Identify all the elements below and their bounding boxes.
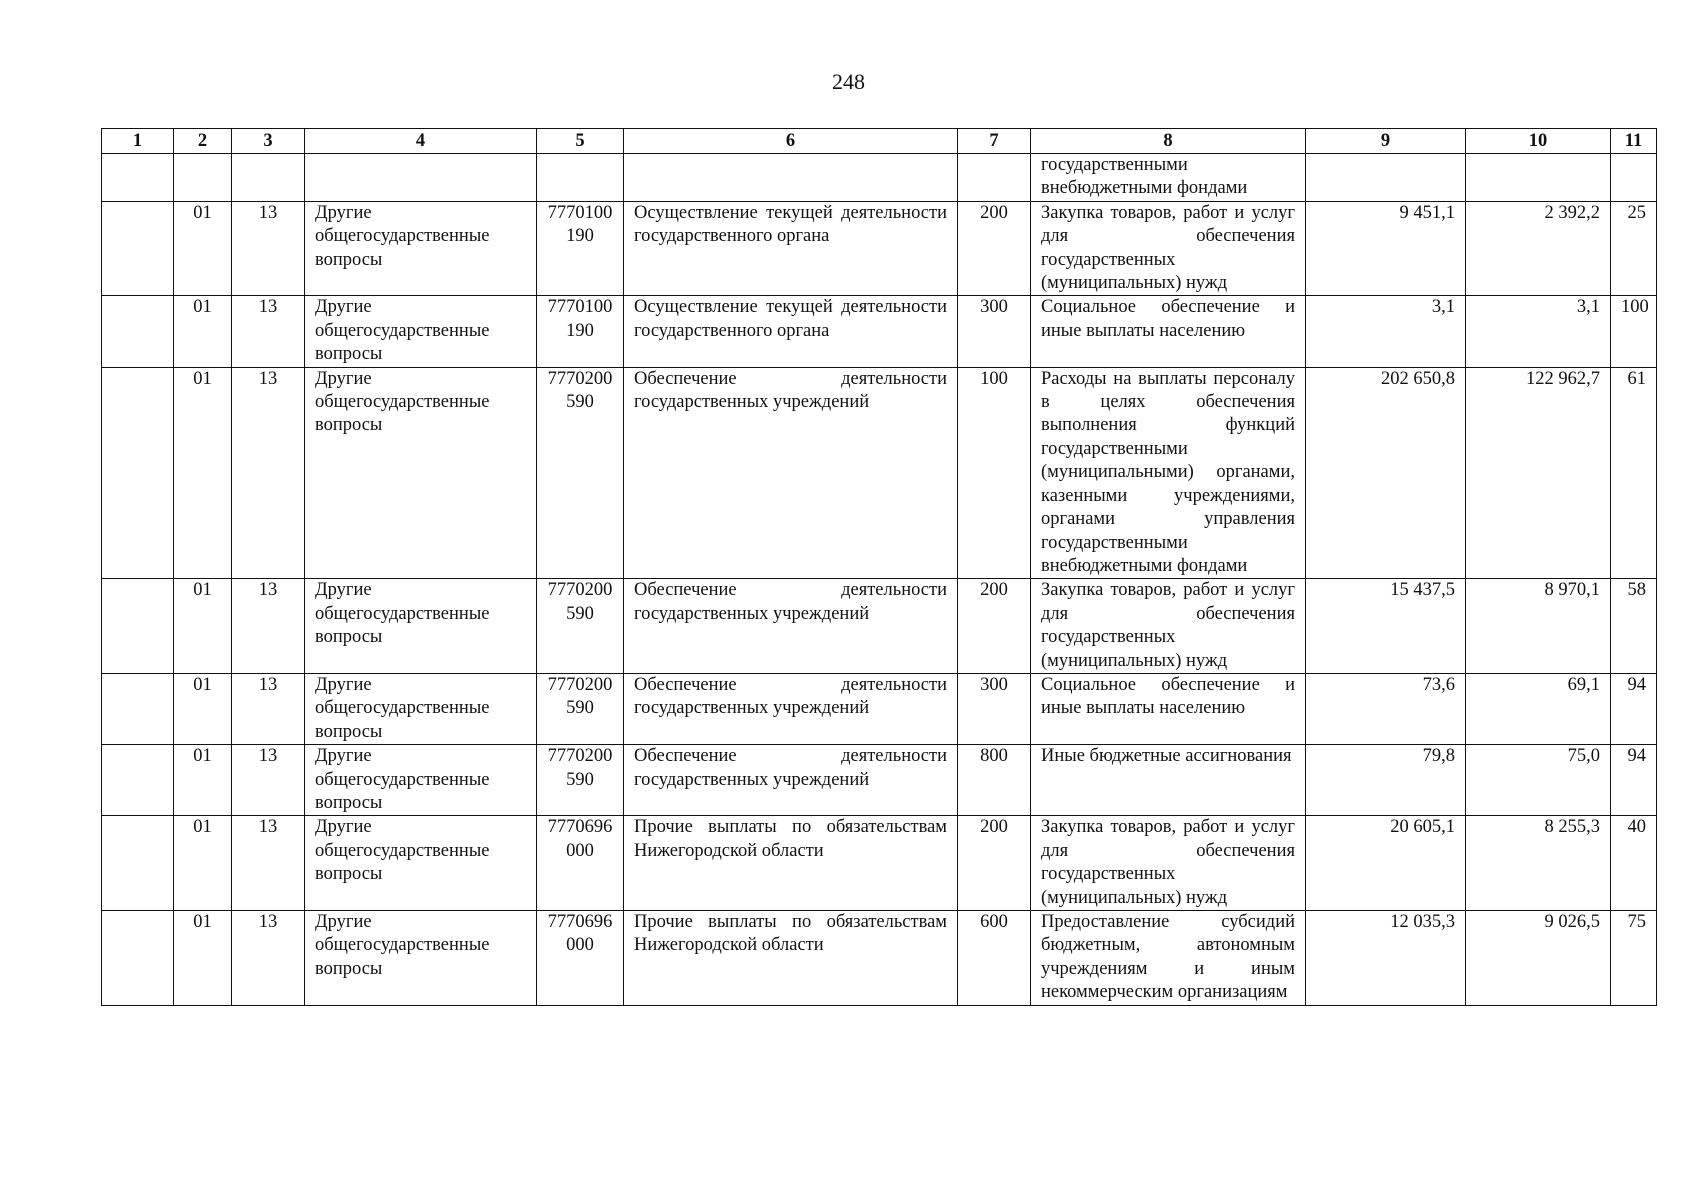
executed-amount-cell: 8 970,1 <box>1466 579 1611 674</box>
continuation-row <box>102 154 1657 202</box>
execution-percent-cell: 40 <box>1611 816 1657 911</box>
executed-amount-cell: 3,1 <box>1466 296 1611 367</box>
target-article-cell: 7770200590 <box>537 367 624 579</box>
execution-percent-cell: 75 <box>1611 911 1657 1006</box>
expense-type-code-cell: 200 <box>958 201 1031 296</box>
expense-type-cell: Закупка товаров, работ и услуг для обеспечения государственных (муниципальных) нужд <box>1031 201 1306 296</box>
column-1-cell <box>102 673 174 744</box>
subsection-name-cell: Другие общегосударственные вопросы <box>305 911 537 1006</box>
column-1-cell <box>102 296 174 367</box>
executed-amount-cell: 75,0 <box>1466 745 1611 816</box>
section-code-cell: 01 <box>174 816 232 911</box>
subsection-name-cell: Другие общегосударственные вопросы <box>305 745 537 816</box>
subsection-name-cell: Другие общегосударственные вопросы <box>305 296 537 367</box>
table-row <box>102 296 1657 367</box>
column-1-cell <box>102 911 174 1006</box>
target-article-name-cell: Прочие выплаты по обязательствам Нижегородской области <box>624 911 958 1006</box>
target-article-cell: 7770200590 <box>537 579 624 674</box>
subsection-code-cell: 13 <box>232 201 305 296</box>
target-article-cell: 7770200590 <box>537 673 624 744</box>
target-article-name-cell: Осуществление текущей деятельности государственного органа <box>624 296 958 367</box>
subsection-code-cell: 13 <box>232 816 305 911</box>
expense-type-cell: Предоставление субсидий бюджетным, автономным учреждениям и иным некоммерческим организациям <box>1031 911 1306 1006</box>
target-article-cell: 7770100190 <box>537 296 624 367</box>
subsection-code-cell: 13 <box>232 673 305 744</box>
budget-table <box>101 128 1657 1006</box>
subsection-name-cell: Другие общегосударственные вопросы <box>305 673 537 744</box>
target-article-name-cell: Обеспечение деятельности государственных учреждений <box>624 745 958 816</box>
table-row <box>102 816 1657 911</box>
table-body <box>102 154 1657 1006</box>
executed-amount-cell: 69,1 <box>1466 673 1611 744</box>
target-article-cell: 7770200590 <box>537 745 624 816</box>
planned-amount-cell: 12 035,3 <box>1306 911 1466 1006</box>
column-1-cell <box>102 201 174 296</box>
target-article-name-cell: Прочие выплаты по обязательствам Нижегородской области <box>624 816 958 911</box>
section-code-cell: 01 <box>174 911 232 1006</box>
expense-type-code-cell: 200 <box>958 579 1031 674</box>
execution-percent-cell: 100 <box>1611 296 1657 367</box>
subsection-name-cell: Другие общегосударственные вопросы <box>305 816 537 911</box>
section-code-cell: 01 <box>174 579 232 674</box>
execution-percent-cell: 58 <box>1611 579 1657 674</box>
expense-type-cell: Закупка товаров, работ и услуг для обеспечения государственных (муниципальных) нужд <box>1031 579 1306 674</box>
section-code-cell: 01 <box>174 296 232 367</box>
column-header: 9 <box>1306 129 1466 154</box>
table-row <box>102 911 1657 1006</box>
planned-amount-cell: 73,6 <box>1306 673 1466 744</box>
planned-amount-cell: 9 451,1 <box>1306 201 1466 296</box>
column-header: 3 <box>232 129 305 154</box>
planned-amount-cell: 202 650,8 <box>1306 367 1466 579</box>
subsection-name-cell: Другие общегосударственные вопросы <box>305 367 537 579</box>
expense-type-code-cell: 100 <box>958 367 1031 579</box>
subsection-code-cell: 13 <box>232 911 305 1006</box>
table-row <box>102 367 1657 579</box>
expense-type-cell: Социальное обеспечение и иные выплаты населению <box>1031 673 1306 744</box>
planned-amount-cell: 20 605,1 <box>1306 816 1466 911</box>
column-1-cell <box>102 367 174 579</box>
planned-amount-cell: 79,8 <box>1306 745 1466 816</box>
execution-percent-cell: 61 <box>1611 367 1657 579</box>
expense-type-cell: Социальное обеспечение и иные выплаты населению <box>1031 296 1306 367</box>
column-header: 4 <box>305 129 537 154</box>
expense-type-code-cell: 300 <box>958 296 1031 367</box>
planned-amount-cell: 15 437,5 <box>1306 579 1466 674</box>
expense-type-code-cell: 800 <box>958 745 1031 816</box>
page-number: 248 <box>832 69 865 94</box>
planned-amount-cell: 3,1 <box>1306 296 1466 367</box>
target-article-cell: 7770696000 <box>537 816 624 911</box>
execution-percent-cell: 94 <box>1611 673 1657 744</box>
section-code-cell: 01 <box>174 367 232 579</box>
expense-type-cell: Закупка товаров, работ и услуг для обеспечения государственных (муниципальных) нужд <box>1031 816 1306 911</box>
expense-type-code-cell: 200 <box>958 816 1031 911</box>
expense-type-code-cell: 600 <box>958 911 1031 1006</box>
target-article-name-cell: Осуществление текущей деятельности государственного органа <box>624 201 958 296</box>
executed-amount-cell: 9 026,5 <box>1466 911 1611 1006</box>
column-header: 5 <box>537 129 624 154</box>
column-header: 1 <box>102 129 174 154</box>
subsection-code-cell: 13 <box>232 745 305 816</box>
executed-amount-cell: 2 392,2 <box>1466 201 1611 296</box>
table-row <box>102 673 1657 744</box>
expense-type-cell: государственными внебюджетными фондами <box>1031 154 1306 202</box>
section-code-cell: 01 <box>174 201 232 296</box>
execution-percent-cell: 25 <box>1611 201 1657 296</box>
execution-percent-cell: 94 <box>1611 745 1657 816</box>
target-article-name-cell: Обеспечение деятельности государственных учреждений <box>624 367 958 579</box>
subsection-code-cell: 13 <box>232 579 305 674</box>
table-row <box>102 745 1657 816</box>
subsection-code-cell: 13 <box>232 367 305 579</box>
subsection-name-cell: Другие общегосударственные вопросы <box>305 201 537 296</box>
expense-type-cell: Расходы на выплаты персоналу в целях обеспечения выполнения функций государственными (муниципальными) органами, казенными учреждениями, органами управления государственными внебюджетными фондами <box>1031 367 1306 579</box>
column-1-cell <box>102 745 174 816</box>
executed-amount-cell: 122 962,7 <box>1466 367 1611 579</box>
target-article-name-cell: Обеспечение деятельности государственных учреждений <box>624 673 958 744</box>
column-1-cell <box>102 816 174 911</box>
column-header: 2 <box>174 129 232 154</box>
section-code-cell: 01 <box>174 673 232 744</box>
subsection-code-cell: 13 <box>232 296 305 367</box>
target-article-name-cell: Обеспечение деятельности государственных учреждений <box>624 579 958 674</box>
column-1-cell <box>102 579 174 674</box>
target-article-cell: 7770100190 <box>537 201 624 296</box>
column-number-header-row <box>102 129 1657 154</box>
column-header: 6 <box>624 129 958 154</box>
column-header: 8 <box>1031 129 1306 154</box>
column-header: 7 <box>958 129 1031 154</box>
table-row <box>102 201 1657 296</box>
table-row <box>102 579 1657 674</box>
column-header: 10 <box>1466 129 1611 154</box>
target-article-cell: 7770696000 <box>537 911 624 1006</box>
expense-type-cell: Иные бюджетные ассигнования <box>1031 745 1306 816</box>
executed-amount-cell: 8 255,3 <box>1466 816 1611 911</box>
column-header: 11 <box>1611 129 1657 154</box>
expense-type-code-cell: 300 <box>958 673 1031 744</box>
subsection-name-cell: Другие общегосударственные вопросы <box>305 579 537 674</box>
section-code-cell: 01 <box>174 745 232 816</box>
